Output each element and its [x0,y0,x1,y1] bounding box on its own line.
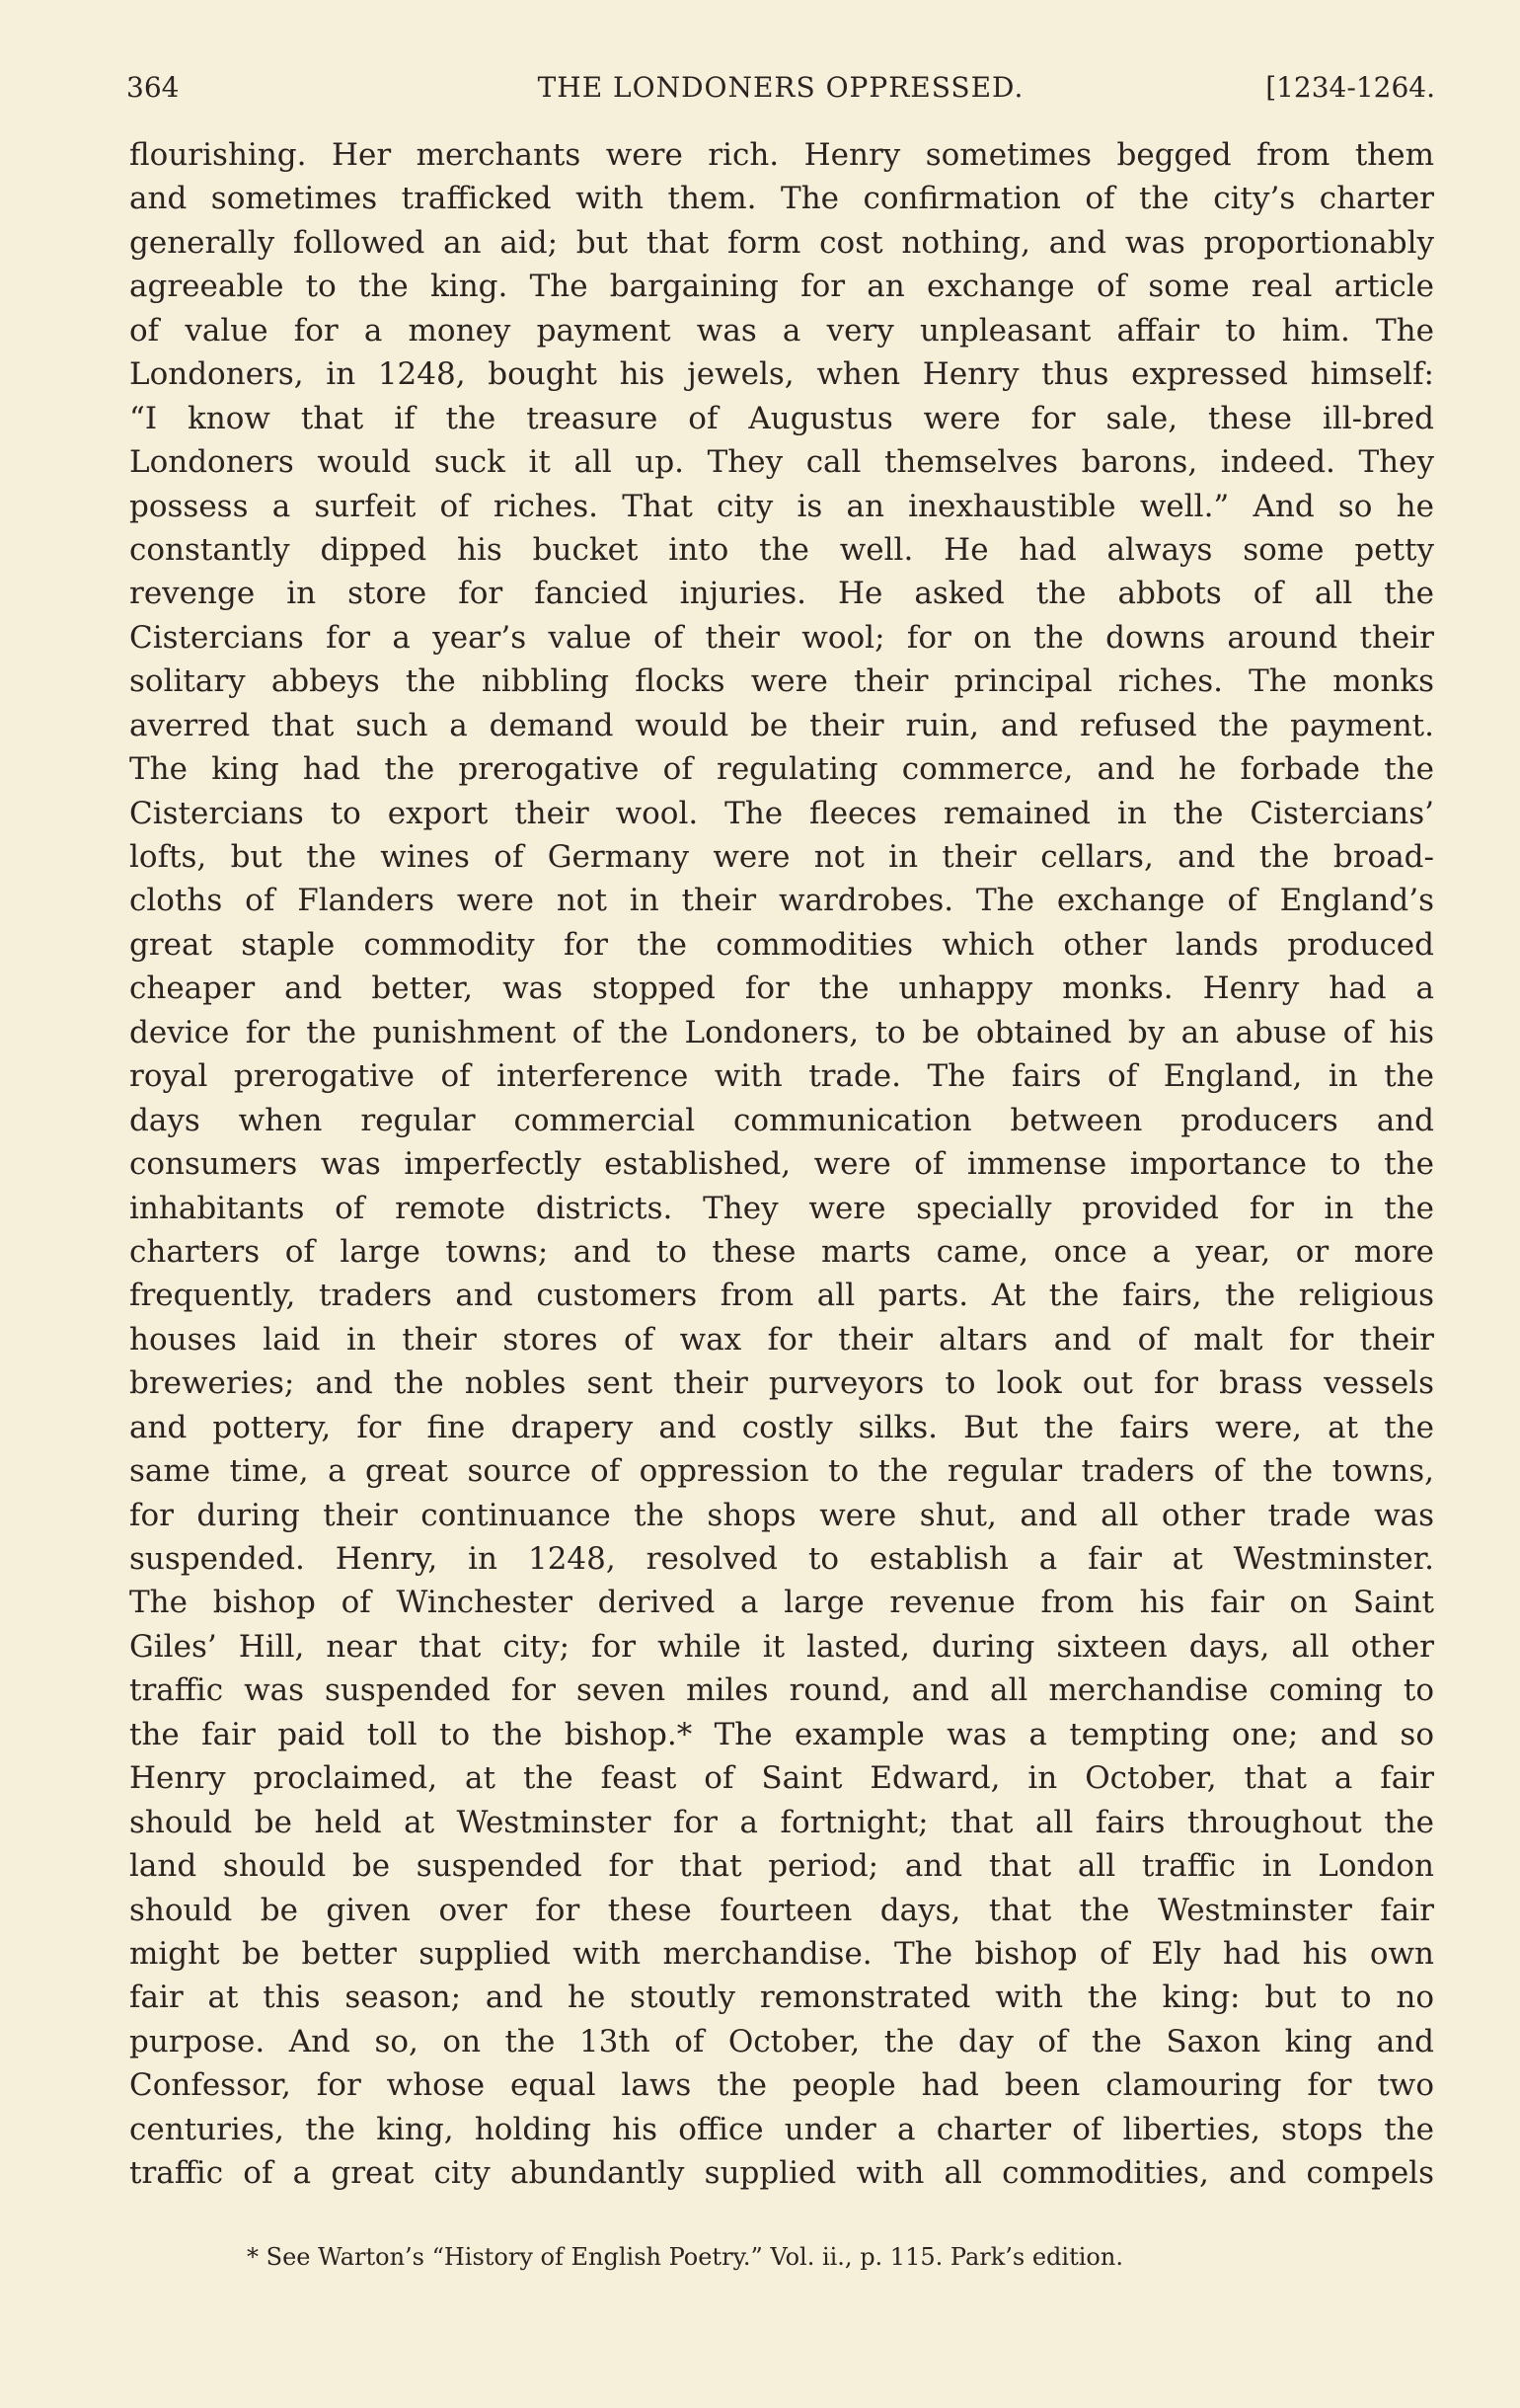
text-line: traffic of a great city abundantly supplied with all commodities, and compels [129,2155,1434,2192]
text-line: “I know that if the treasure of Augustus were for sale, these ill-bred [129,400,1434,436]
text-line: the fair paid toll to the bishop.* The example was a tempting one; and so [129,1716,1434,1752]
text-line: generally followed an aid; but that form cost nothing, and was proportionably [129,224,1434,261]
text-line: Londoners would suck it all up. They call themselves barons, indeed. They [129,444,1434,481]
text-line: for during their continuance the shops were shut, and all other trade was [129,1497,1434,1533]
text-line: traffic was suspended for seven miles round, and all merchandise coming to [129,1672,1434,1709]
text-line: of value for a money payment was a very unpleasant affair to him. The [129,312,1434,349]
running-title: THE LONDONERS OPPRESSED. [537,71,1025,104]
text-line: cheaper and better, was stopped for the unhappy monks. Henry had a [129,971,1434,1007]
text-line: Cistercians to export their wool. The fleeces remained in the Cistercians’ [129,795,1434,831]
text-line: royal prerogative of interference with trade. The fairs of England, in the [129,1058,1434,1095]
text-line: suspended. Henry, in 1248, resolved to establish a fair at Westminster. [129,1541,1434,1577]
text-line: revenge in store for fancied injuries. He asked the abbots of all the [129,576,1434,612]
text-line: constantly dipped his bucket into the well. He had always some petty [129,531,1434,568]
text-line: inhabitants of remote districts. They were specially provided for in the [129,1190,1434,1226]
text-line: fair at this season; and he stoutly remonstrated with the king: but to no [129,1980,1434,2016]
body-text [129,133,1434,2196]
text-line: and sometimes trafficked with them. The confirmation of the city’s charter [129,181,1434,217]
text-line: consumers was imperfectly established, were of immense importance to the [129,1146,1434,1183]
text-line: Cistercians for a year’s value of their wool; for on the downs around their [129,619,1434,656]
text-line: frequently, traders and customers from all parts. At the fairs, the religious [129,1278,1434,1314]
text-line: should be held at Westminster for a fortnight; that all fairs throughout the [129,1804,1434,1840]
page-number: 364 [126,71,180,104]
text-line: great staple commodity for the commodities which other lands produced [129,926,1434,963]
text-line: might be better supplied with merchandise. The bishop of Ely had his own [129,1935,1434,1972]
text-line: and pottery, for fine drapery and costly silks. But the fairs were, at the [129,1409,1434,1445]
text-line: The bishop of Winchester derived a large revenue from his fair on Saint [129,1585,1434,1621]
text-line: same time, a great source of oppression to the regular traders of the towns, [129,1453,1434,1490]
text-line: breweries; and the nobles sent their purveyors to look out for brass vessels [129,1365,1434,1402]
running-header [126,71,1435,120]
text-line: purpose. And so, on the 13th of October, the day of the Saxon king and [129,2023,1434,2059]
text-line: charters of large towns; and to these marts came, once a year, or more [129,1233,1434,1270]
text-line: Confessor, for whose equal laws the people had been clamouring for two [129,2067,1434,2104]
text-line: solitary abbeys the nibbling flocks were their principal riches. The monks [129,663,1434,700]
text-line: centuries, the king, holding his office under a charter of liberties, stops the [129,2111,1434,2147]
text-line: Henry proclaimed, at the feast of Saint Edward, in October, that a fair [129,1760,1434,1797]
text-line: Londoners, in 1248, bought his jewels, when Henry thus expressed himself: [129,356,1434,393]
text-line: should be given over for these fourteen days, that the Westminster fair [129,1892,1434,1928]
footnote: * See Warton’s “History of English Poetry.” Vol. ii., p. 115. Park’s edition. [247,2243,1123,2271]
text-line: cloths of Flanders were not in their wardrobes. The exchange of England’s [129,883,1434,919]
text-line: averred that such a demand would be their ruin, and refused the payment. [129,707,1434,743]
text-line: possess a surfeit of riches. That city is an inexhaustible well.” And so he [129,488,1434,524]
text-line: agreeable to the king. The bargaining for an exchange of some real article [129,269,1434,305]
text-line: The king had the prerogative of regulating commerce, and he forbade the [129,751,1434,788]
text-line: houses laid in their stores of wax for their altars and of malt for their [129,1321,1434,1358]
text-line: device for the punishment of the Londoners, to be obtained by an abuse of his [129,1014,1434,1050]
text-line: days when regular commercial communication between producers and [129,1102,1434,1138]
text-line: Giles’ Hill, near that city; for while it lasted, during sixteen days, all other [129,1628,1434,1665]
text-line: land should be suspended for that period; and that all traffic in London [129,1848,1434,1885]
date-range: [1234-1264. [1265,71,1435,104]
text-line: flourishing. Her merchants were rich. Henry sometimes begged from them [129,137,1434,173]
text-line: lofts, but the wines of Germany were not in their cellars, and the broad- [129,839,1434,875]
